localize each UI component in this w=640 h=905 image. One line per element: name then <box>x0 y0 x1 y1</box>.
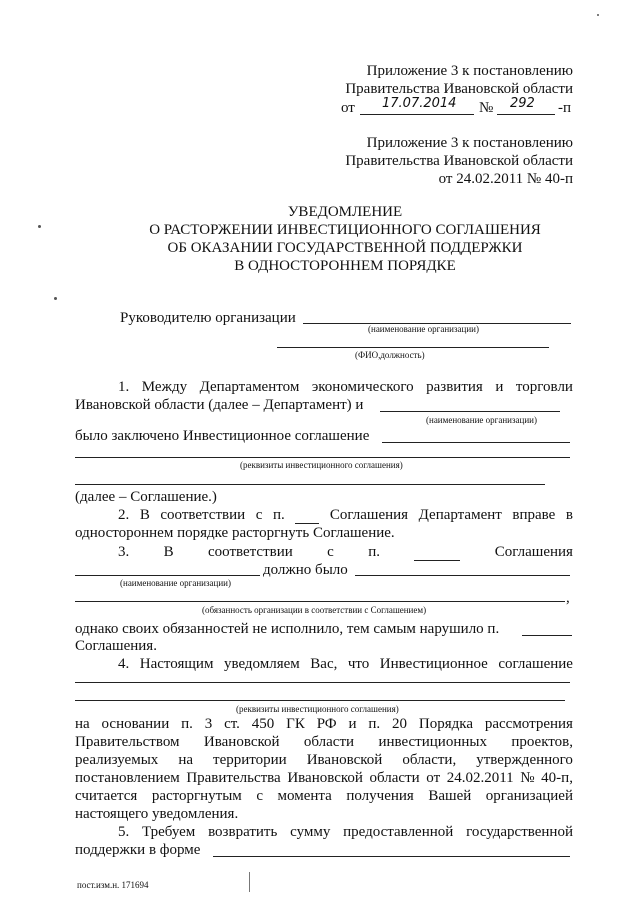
p1-line-2: Ивановской области (далее – Департамент) и <box>75 397 364 413</box>
p4-hint: (реквизиты инвестиционного соглашения) <box>236 704 399 714</box>
p3-duty-line <box>75 601 565 602</box>
p5-form-line <box>213 856 570 857</box>
p3-org-line <box>75 575 260 576</box>
p4-text-2: Правительством Ивановской области инвестиционных проектов, <box>75 734 573 750</box>
p3-mid: должно было <box>263 562 348 578</box>
p3-clause-line <box>522 635 572 636</box>
title-line-4: В ОДНОСТОРОННЕМ ПОРЯДКЕ <box>234 258 456 274</box>
p4-text-3: реализуемых на территории Ивановской области, утвержденного <box>75 752 573 768</box>
p1-extra-line <box>75 484 545 485</box>
title-line-3: ОБ ОКАЗАНИИ ГОСУДАРСТВЕННОЙ ПОДДЕРЖКИ <box>167 240 523 256</box>
p1-org-line <box>380 411 560 412</box>
title-line-1: УВЕДОМЛЕНИЕ <box>287 204 403 220</box>
p3-comma: , <box>566 590 570 606</box>
date-underline <box>360 114 474 115</box>
p4-line-b <box>75 700 565 701</box>
p4-line-1: 4. Настоящим уведомляем Вас, что Инвестиционное соглашение <box>118 656 573 672</box>
p3-line-5: Соглашения. <box>75 638 157 654</box>
p3-after-line <box>355 575 570 576</box>
org-name-hint: (наименование организации) <box>368 324 479 334</box>
scan-dot-3 <box>597 14 599 16</box>
p4-line-a <box>75 682 570 683</box>
addressee-label: Руководителю организации <box>120 310 296 326</box>
p4-text-5: считается расторгнутым с момента получения Вашей организацией <box>75 788 573 804</box>
scan-dot-1 <box>38 225 41 228</box>
p3-line-4: однако своих обязанностей не исполнило, тем самым нарушило п. <box>75 621 500 637</box>
header-line-6: от 24.02.2011 № 40-п <box>438 171 573 187</box>
header-line-4: Приложение 3 к постановлению <box>366 135 573 151</box>
p1-requisites-hint: (реквизиты инвестиционного соглашения) <box>240 460 403 470</box>
p4-text-1: на основании п. 3 ст. 450 ГК РФ и п. 20 Порядка рассмотрения <box>75 716 573 732</box>
footer-code: пост.изм.н. 171694 <box>77 880 149 890</box>
p5-line-1: 5. Требуем возвратить сумму предоставленной государственной <box>118 824 573 840</box>
handwritten-number: 292 <box>510 96 535 111</box>
p1-org-hint: (наименование организации) <box>426 415 537 425</box>
p2-line-2: одностороннем порядке расторгнуть Соглашение. <box>75 525 395 541</box>
p1-line-3: было заключено Инвестиционное соглашение <box>75 428 370 444</box>
p1-line-4: (далее – Соглашение.) <box>75 489 217 505</box>
header-line-5: Правительства Ивановской области <box>345 153 573 169</box>
handwritten-date: 17.07.2014 <box>382 96 457 111</box>
scan-dot-2 <box>54 297 57 300</box>
p5-line-2: поддержки в форме <box>75 842 201 858</box>
header-ot: от <box>341 100 355 116</box>
p1-requisites-line <box>75 457 570 458</box>
p1-line-1: 1. Между Департаментом экономического развития и торговли <box>118 379 573 395</box>
p3-line-1: 3. В соответствии с п. Соглашения <box>118 544 573 560</box>
header-line-1: Приложение 3 к постановлению <box>366 63 573 79</box>
header-line-2: Правительства Ивановской области <box>345 81 573 97</box>
p4-text-6: настоящего уведомления. <box>75 806 239 822</box>
number-underline <box>497 114 555 115</box>
p3-duty-hint: (обязанность организации в соответствии с Соглашением) <box>202 605 427 615</box>
fio-line <box>277 347 549 348</box>
p2-line-1: 2. В соответствии с п. Соглашения Департамент вправе в <box>118 507 573 523</box>
fio-hint: (ФИО,должность) <box>355 350 425 360</box>
title-line-2: О РАСТОРЖЕНИИ ИНВЕСТИЦИОННОГО СОГЛАШЕНИЯ <box>149 222 541 238</box>
header-no: № <box>479 100 494 116</box>
p3-org-hint: (наименование организации) <box>120 578 231 588</box>
header-p: -п <box>558 100 572 116</box>
scan-mark <box>249 872 250 892</box>
p1-agreement-line <box>382 442 570 443</box>
p4-text-4: постановлением Правительства Ивановской области от 24.02.2011 № 40-п, <box>75 770 573 786</box>
